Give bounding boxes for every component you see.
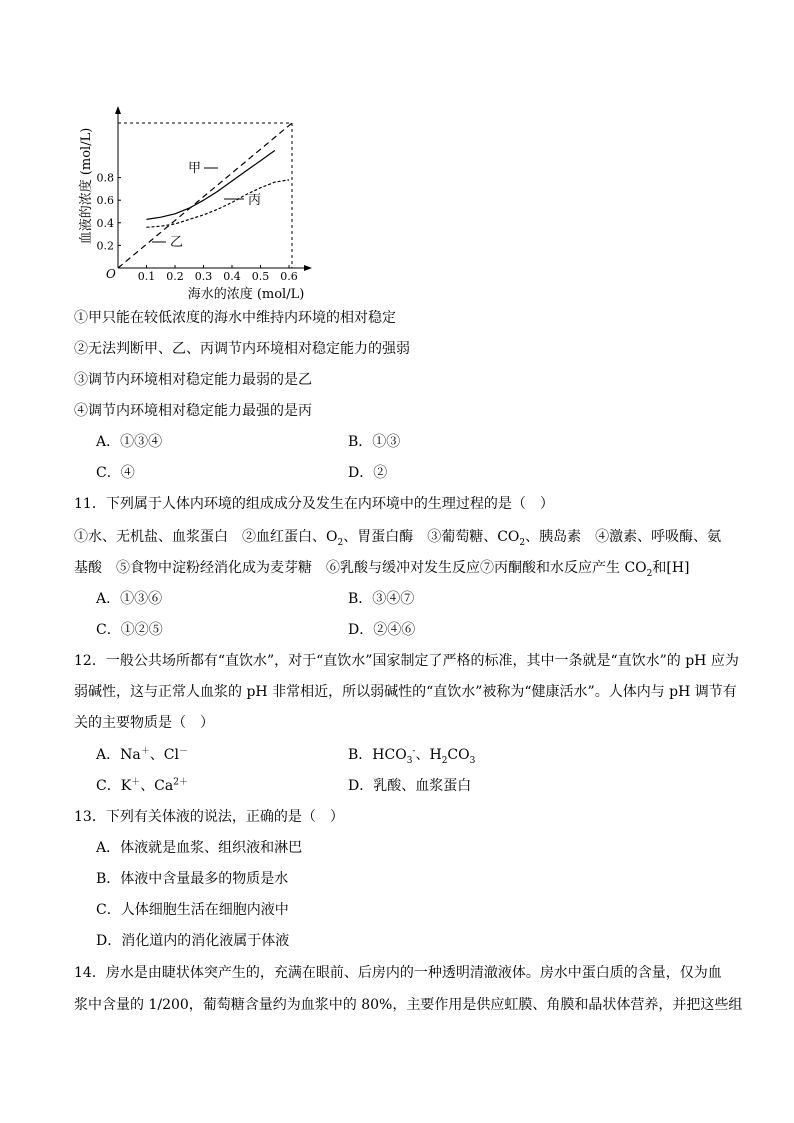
x-tick-label: 0.6 [280, 270, 298, 283]
x-tick-label: 0.4 [223, 270, 241, 283]
x-axis-arrow [304, 265, 312, 271]
statement-1: ①甲只能在较低浓度的海水中维持内环境的相对稳定 [74, 310, 396, 326]
statement-3: ③调节内环境相对稳定能力最弱的是乙 [74, 372, 312, 388]
x-tick-label: 0.3 [194, 270, 213, 283]
q11-items1-sub2: 2 [519, 537, 526, 548]
q13-option-a: A．体液就是血浆、组织液和淋巴 [96, 840, 303, 856]
q11-option-d: D．②④⑥ [348, 622, 416, 638]
q12-c-sup1: ＋ [131, 777, 141, 788]
y-axis-arrow [115, 106, 121, 114]
q12-option-b [348, 745, 475, 765]
q12-b-mid: 、H [415, 747, 442, 763]
q12-line2: 弱碱性，这与正常人血浆的 pH 非常相近，所以弱碱性的“直饮水”被称为“健康活水”。人体内与 pH 调节有 [74, 684, 737, 700]
origin-label: O [106, 267, 116, 281]
q12-line1: 12．一般公共场所都有“直饮水”，对于“直饮水”国家制定了严格的标准，其中一条就是“直饮水”的 pH 应为 [74, 653, 739, 669]
q11-items2-pre: 基酸 ⑤食物中淀粉经消化成为麦芽糖 ⑥乳酸与缓冲对发生反应⑦丙酮酸和水反应产生 CO [74, 560, 647, 576]
x-tick-label: 0.2 [166, 270, 184, 283]
q12-b-pre: B．HCO [348, 747, 407, 763]
q11-option-b: B．③④⑦ [348, 591, 415, 607]
q10-option-d: D．② [348, 465, 388, 481]
q11-items2-end: 和[H] [652, 560, 690, 576]
q12-b-end: CO [447, 747, 470, 763]
q12-b-sub1: 3 [406, 755, 413, 766]
q11-items1-sub1: 2 [337, 537, 344, 548]
q12-option-d: D．乳酸、血浆蛋白 [348, 778, 472, 794]
series-line-丙 [147, 180, 290, 227]
q12-option-a [96, 745, 188, 765]
label-bing: 丙 [248, 193, 262, 208]
q12-c-mid: 、Ca [140, 778, 174, 794]
q11-items2-sub: 2 [646, 568, 653, 579]
q13-option-c: C．人体细胞生活在细胞内液中 [96, 902, 289, 918]
y-tick-label: 0.8 [96, 171, 114, 185]
q11-items1-end: 、胰岛素 ④激素、呼吸酶、氨 [525, 529, 722, 545]
q12-c-sup2: 2＋ [173, 777, 188, 788]
concentration-chart [79, 96, 326, 306]
q10-option-c: C．④ [96, 465, 135, 481]
x-tick-label: 0.1 [137, 270, 156, 283]
q13-option-d: D．消化道内的消化液属于体液 [96, 933, 290, 949]
q11-option-c: C．①②⑤ [96, 622, 163, 638]
y-tick-label: 0.2 [96, 239, 114, 253]
q11-items1-post: 、胃蛋白酶 ③葡萄糖、CO [343, 529, 520, 545]
label-jia: 甲 [188, 161, 202, 176]
q12-b-sub2: 2 [441, 755, 448, 766]
q12-line3: 关的主要物质是（ ） [74, 715, 214, 731]
series-line-乙 [118, 123, 292, 268]
statement-2: ②无法判断甲、乙、丙调节内环境相对稳定能力的强弱 [74, 341, 410, 357]
q14-line1: 14．房水是由睫状体突产生的，充满在眼前、后房内的一种透明清澈液体。房水中蛋白质的含量，仅为血 [74, 965, 722, 981]
q10-option-a: A．①③④ [96, 434, 163, 450]
x-tick-label: 0.5 [251, 270, 270, 283]
q11-items-line1 [74, 527, 721, 547]
label-yi: 乙 [170, 235, 184, 250]
q12-a-mid: 、Cl [149, 747, 179, 763]
statement-4: ④调节内环境相对稳定能力最强的是丙 [74, 403, 312, 419]
q11-items1-pre: ①水、无机盐、血浆蛋白 ②血红蛋白、O [74, 529, 338, 545]
series-line-甲 [147, 151, 275, 220]
q14-line2: 浆中含量的 1/200，葡萄糖含量约为血浆中的 80%，主要作用是供应虹膜、角膜和晶状体营养，并把这些组 [74, 997, 743, 1013]
q12-option-c [96, 776, 188, 796]
y-tick-label: 0.6 [96, 194, 114, 208]
q13-stem: 13．下列有关体液的说法，正确的是（ ） [74, 809, 344, 825]
q12-a-pre: A．Na [96, 747, 141, 763]
chart-series [118, 123, 292, 268]
q11-items-line2 [74, 558, 690, 578]
q11-option-a: A．①③⑥ [96, 591, 163, 607]
x-axis-title: 海水的浓度 (mol/L) [187, 287, 305, 302]
q10-option-b: B．①③ [348, 434, 401, 450]
q12-b-sub3: 3 [469, 755, 476, 766]
q11-stem: 11．下列属于人体内环境的组成成分及发生在内环境中的生理过程的是（ ） [74, 496, 554, 512]
y-tick-label: 0.4 [96, 216, 114, 230]
q12-b-sup1: - [412, 746, 416, 757]
y-axis-title: 血液的浓度 (mol/L) [79, 127, 94, 245]
q12-a-sup1: ＋ [140, 746, 150, 757]
q12-c-pre: C．K [96, 778, 132, 794]
q12-a-sup2: － [178, 746, 188, 757]
q13-option-b: B．体液中含量最多的物质是水 [96, 871, 289, 887]
